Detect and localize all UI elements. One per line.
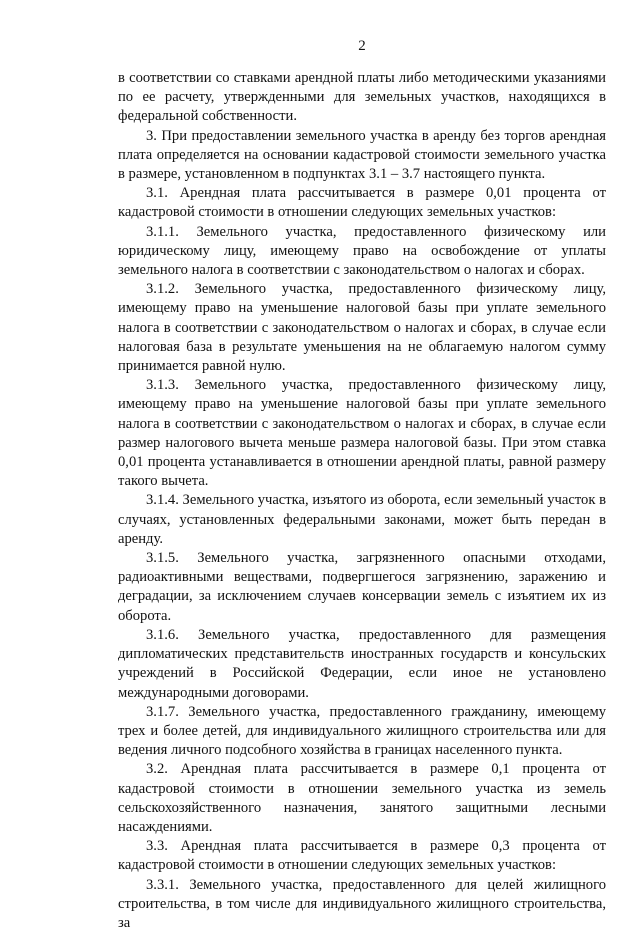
paragraph: 3. При предоставлении земельного участка в аренду без торгов арендная плата определяется на основании кадастровой стоимости земельного участка в размере, установленном в подпунктах 3.1 – 3.7 настоящего пункта. <box>118 127 606 183</box>
paragraph: 3.1.6. Земельного участка, предоставленного для размещения дипломатических представительств иностранных государств и консульских учреждений в Российской Федерации, если иное не установлено международными договорами. <box>118 626 606 701</box>
document-body <box>118 69 606 933</box>
paragraph: 3.1. Арендная плата рассчитывается в размере 0,01 процента от кадастровой стоимости в отношении следующих земельных участков: <box>118 185 606 221</box>
page-number: 2 <box>358 38 366 54</box>
paragraph: 3.1.3. Земельного участка, предоставленного физическому лицу, имеющему право на уменьшение налоговой базы при уплате земельного налога в соответствии с законодательством о налогах и сборах, в случае если размер налогового вычета меньше размера налоговой базы. При этом ставка 0,01 процента устанавливается в отношении арендной платы, равной размеру такого вычета. <box>118 377 606 490</box>
paragraph: 3.1.5. Земельного участка, загрязненного опасными отходами, радиоактивными веществами, подвергшегося загрязнению, заражению и деградации, за исключением случаев консервации земель с изъятием их из оборота. <box>118 550 606 624</box>
paragraph: 3.2. Арендная плата рассчитывается в размере 0,1 процента от кадастровой стоимости в отношении земельного участка из земель сельскохозяйственного назначения, занятого защитными лесными насаждениями. <box>118 761 606 835</box>
paragraph: 3.1.1. Земельного участка, предоставленного физическому или юридическому лицу, имеющему право на освобождение от уплаты земельного налога в соответствии с законодательством о налогах и сборах. <box>118 223 606 279</box>
paragraph: 3.3. Арендная плата рассчитывается в размере 0,3 процента от кадастровой стоимости в отношении следующих земельных участков: <box>118 838 606 874</box>
paragraph: 3.1.4. Земельного участка, изъятого из оборота, если земельный участок в случаях, установленных федеральными законами, может быть передан в аренду. <box>118 492 606 547</box>
paragraph: 3.1.7. Земельного участка, предоставленного гражданину, имеющему трех и более детей, для индивидуального жилищного строительства или для ведения личного подсобного хозяйства в границах населенного пункта. <box>118 703 606 759</box>
paragraph: 3.3.1. Земельного участка, предоставленного для целей жилищного строительства, в том числе для индивидуального жилищного строительства, за <box>118 876 606 931</box>
paragraph: в соответствии со ставками арендной платы либо методическими указаниями по ее расчету, утвержденными для земельных участков, находящихся в федеральной собственности. <box>118 70 606 125</box>
paragraph: 3.1.2. Земельного участка, предоставленного физическому лицу, имеющему право на уменьшение налоговой базы при уплате земельного налога в соответствии с законодательством о налогах и сборах, в случае если налоговая база в результате уменьшения на не облагаемую налогом сумму принимается равной нулю. <box>118 281 606 375</box>
